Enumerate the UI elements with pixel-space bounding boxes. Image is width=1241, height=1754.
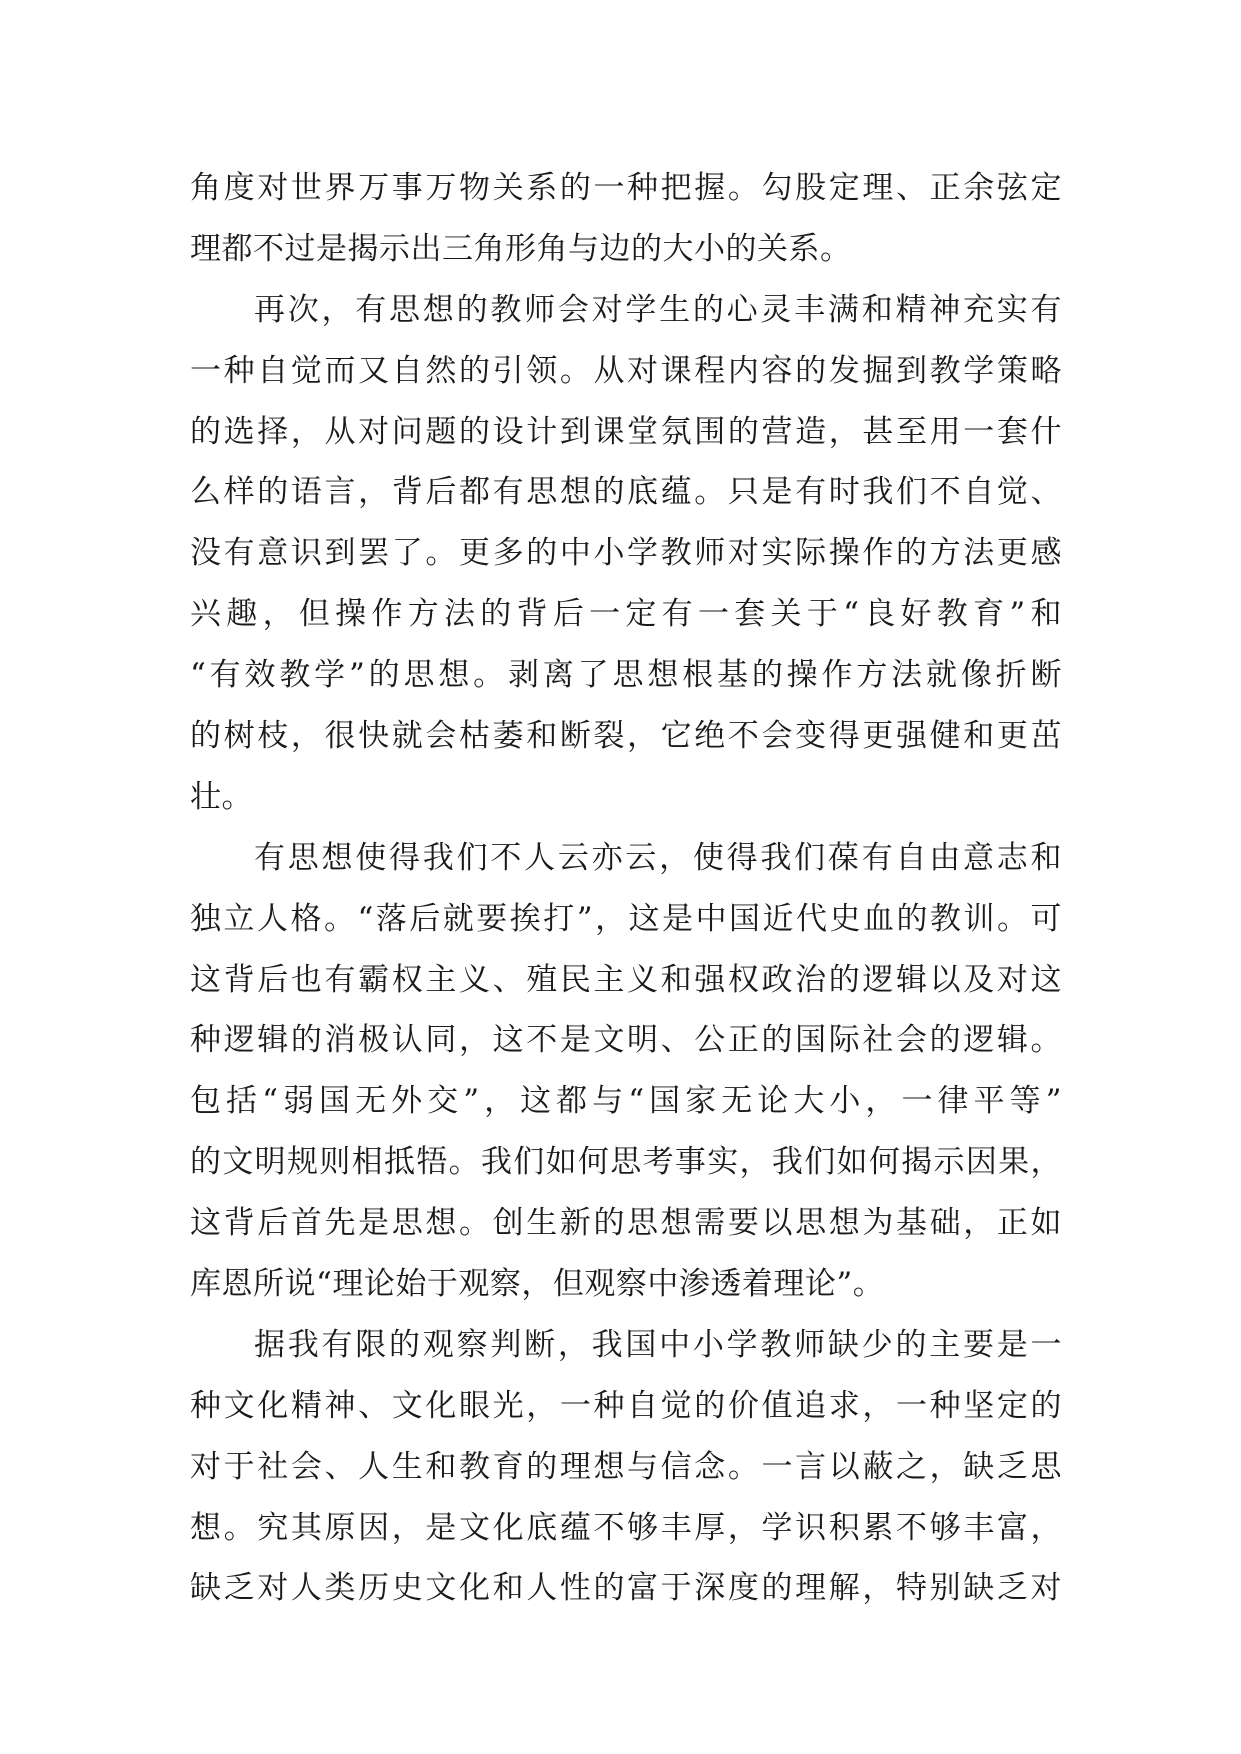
text-line: 缺乏对人类历史文化和人性的富于深度的理解，特别缺乏对 (190, 1570, 1062, 1607)
text-line: 的文明规则相抵牾。我们如何思考事实，我们如何揭示因果， (190, 1144, 1062, 1181)
text-line: 一种自觉而又自然的引领。从对课程内容的发掘到教学策略 (190, 352, 1062, 389)
text-line: 理都不过是揭示出三角形角与边的大小的关系。 (190, 230, 852, 267)
text-line: 这背后也有霸权主义、殖民主义和强权政治的逻辑以及对这 (190, 961, 1062, 998)
text-line: 么样的语言，背后都有思想的底蕴。只是有时我们不自觉、 (190, 474, 1062, 511)
text-line: 这背后首先是思想。创生新的思想需要以思想为基础，正如 (190, 1205, 1062, 1242)
text-line: 库恩所说“理论始于观察，但观察中渗透着理论”。 (190, 1266, 885, 1303)
text-line: 独立人格。“落后就要挨打”，这是中国近代史血的教训。可 (190, 900, 1062, 937)
text-line: 角度对世界万事万物关系的一种把握。勾股定理、正余弦定 (190, 170, 1062, 206)
text-line: 对于社会、人生和教育的理想与信念。一言以蔽之，缺乏思 (190, 1448, 1062, 1485)
text-line: 包括“弱国无外交”，这都与“国家无论大小，一律平等” (190, 1083, 1062, 1120)
paragraph-first-line: 再次，有思想的教师会对学生的心灵丰满和精神充实有 (254, 291, 1062, 328)
text-line: 壮。 (190, 778, 253, 815)
text-line: 的树枝，很快就会枯萎和断裂，它绝不会变得更强健和更茁 (190, 718, 1062, 755)
text-line: “有效教学”的思想。剥离了思想根基的操作方法就像折断 (190, 657, 1062, 694)
text-line: 没有意识到罢了。更多的中小学教师对实际操作的方法更感 (190, 535, 1062, 572)
paragraph-first-line: 有思想使得我们不人云亦云，使得我们葆有自由意志和 (254, 839, 1062, 876)
text-line: 想。究其原因，是文化底蕴不够丰厚，学识积累不够丰富， (190, 1509, 1062, 1546)
body-text (190, 158, 1062, 1619)
text-line: 的选择，从对问题的设计到课堂氛围的营造，甚至用一套什 (190, 413, 1062, 450)
text-line: 兴趣，但操作方法的背后一定有一套关于“良好教育”和 (190, 596, 1062, 633)
text-line: 种文化精神、文化眼光，一种自觉的价值追求，一种坚定的 (190, 1387, 1062, 1424)
text-line: 种逻辑的消极认同，这不是文明、公正的国际社会的逻辑。 (190, 1022, 1062, 1059)
paragraph-first-line: 据我有限的观察判断，我国中小学教师缺少的主要是一 (254, 1326, 1062, 1363)
